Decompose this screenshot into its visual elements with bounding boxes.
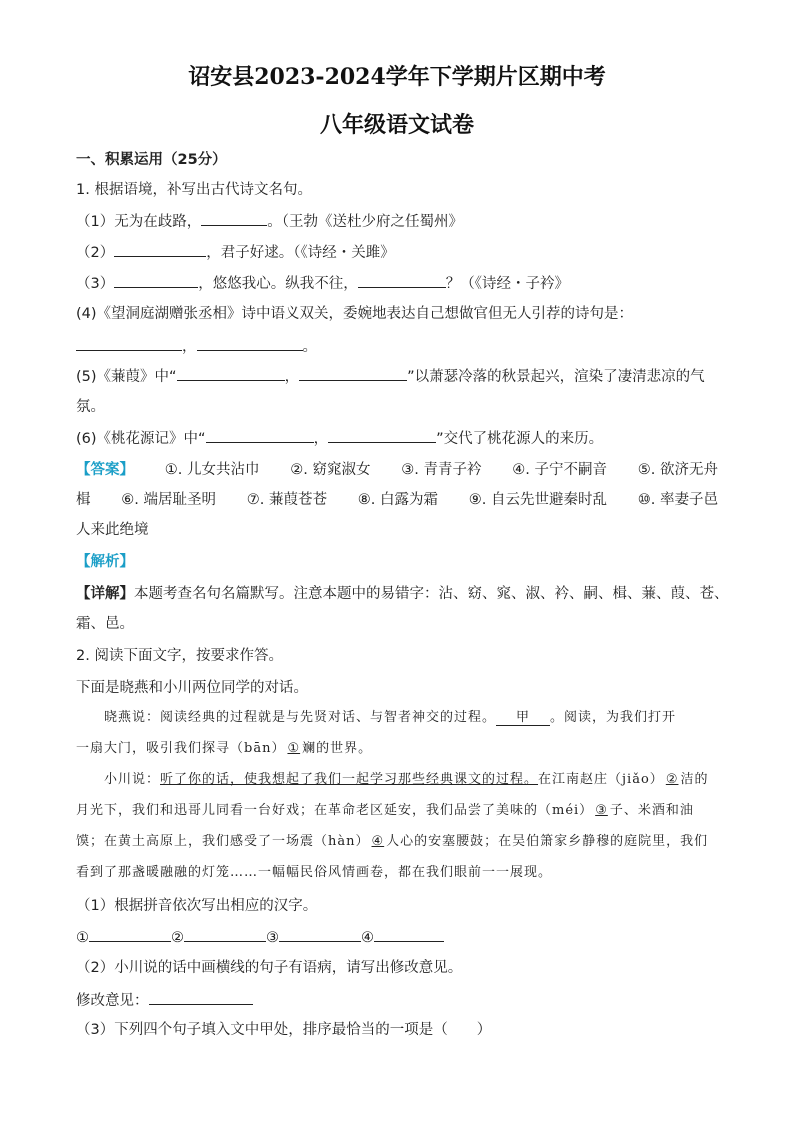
q2-sub2: （2）小川说的话中画横线的句子有语病，请写出修改意见。 xyxy=(76,960,463,976)
q1-item-1-text-b: 。（王勃《送杜少府之任蜀州》 xyxy=(267,214,463,230)
q1-item-4-blanks xyxy=(76,336,726,357)
answer-item: ⑦. 蒹葭苍苍 xyxy=(246,492,327,508)
q1-item-1-text-a: （1）无为在歧路， xyxy=(76,214,202,230)
passage-text: 。阅读，为我们打开 xyxy=(550,710,677,725)
separator: ， xyxy=(284,369,300,385)
q1-item-2-text-a: （2） xyxy=(76,245,115,261)
answer-item: ⑩. 率妻子邑 xyxy=(637,492,718,508)
answer-item: ②. 窈窕淑女 xyxy=(290,462,371,478)
q1-item-5-text-b: ”以萧瑟冷落的秋景起兴，渲染了凄清悲凉的气 xyxy=(407,369,705,385)
q1-item-2 xyxy=(76,242,726,263)
q2-intro: 下面是晓燕和小川两位同学的对话。 xyxy=(76,680,308,696)
answer-blank xyxy=(114,273,198,288)
detail-text: 本题考查名句名篇默写。注意本题中的易错字：沾、窈、窕、淑、衿、嗣、楫、蒹、葭、苍、 xyxy=(134,586,729,602)
answer-item: ③. 青青子衿 xyxy=(401,462,482,478)
q1-item-6 xyxy=(76,428,726,449)
passage-text: 晓燕说：阅读经典的过程就是与先贤对话、与智者神交的过程。 xyxy=(104,710,497,725)
q1-item-2-text-b: ，君子好逑。（《诗经・关雎》 xyxy=(206,245,395,261)
passage-line-3 xyxy=(104,770,724,790)
q1-item-3-text-a: （3） xyxy=(76,276,115,292)
passage-line-1 xyxy=(104,708,724,728)
answer-row-3: 人来此绝境 xyxy=(76,522,149,538)
passage-line-2 xyxy=(76,739,726,759)
q1-stem: 1. 根据语境，补写出古代诗文名句。 xyxy=(76,182,312,198)
blank-number: ④ xyxy=(361,930,374,946)
blank-jia: 甲 xyxy=(496,710,550,726)
passage-text: 人心的安塞腰鼓；在吴伯箫家乡静穆的庭院里，我们 xyxy=(386,834,709,849)
q1-item-5 xyxy=(76,366,726,387)
q2-stem: 2. 阅读下面文字，按要求作答。 xyxy=(76,648,283,664)
answer-item: ①. 儿女共沾巾 xyxy=(164,462,260,478)
q1-item-5-text-a: (5)《蒹葭》中“ xyxy=(76,369,177,385)
answer-blank xyxy=(184,927,266,942)
answer-blank xyxy=(358,273,446,288)
q1-item-6-text-a: (6)《桃花源记》中“ xyxy=(76,431,206,447)
q1-item-5-cont: 氛。 xyxy=(76,399,105,415)
passage-line-4 xyxy=(76,801,726,821)
answer-blank xyxy=(89,927,171,942)
q1-item-4: (4)《望洞庭湖赠张丞相》诗中语义双关，委婉地表达自己想做官但无人引荐的诗句是： xyxy=(76,306,634,322)
q1-item-6-text-b: ”交代了桃花源人的来历。 xyxy=(436,431,604,447)
answer-blank xyxy=(114,242,206,257)
answer-blank xyxy=(76,336,182,351)
answer-label: 【答案】 xyxy=(76,462,134,478)
blank-3: ③ xyxy=(595,803,608,818)
passage-text: 在江南赵庄（jiǎo） xyxy=(538,772,664,787)
end-mark: 。 xyxy=(302,339,317,355)
passage-text: 小川说： xyxy=(104,772,161,787)
passage-text: 月光下，我们和迅哥儿同看一台好戏；在革命老区延安，我们品尝了美味的（méi） xyxy=(76,803,594,818)
answer-item: ④. 子宁不嗣音 xyxy=(512,462,607,478)
separator: ， xyxy=(313,431,329,447)
blank-number: ① xyxy=(76,930,89,946)
passage-text: 一扇大门，吸引我们探寻（bān） xyxy=(76,741,286,756)
q1-item-3-text-b: ，悠悠我心。纵我不往， xyxy=(198,276,358,292)
blank-1: ① xyxy=(287,741,301,756)
answer-blank xyxy=(328,428,436,443)
answer-blank xyxy=(299,366,407,381)
q2-sub1-blanks xyxy=(76,927,726,948)
blank-number: ② xyxy=(171,930,184,946)
answer-item: ⑧. 白露为霜 xyxy=(357,492,438,508)
blank-2: ② xyxy=(665,772,679,787)
passage-text: 馍；在黄土高原上，我们感受了一场震（hàn） xyxy=(76,834,370,849)
q2-sub3: （3）下列四个句子填入文中甲处，排序最恰当的一项是（ ） xyxy=(76,1022,492,1038)
passage-line-5 xyxy=(76,832,726,852)
answer-blank xyxy=(149,990,253,1005)
blank-number: ③ xyxy=(266,930,279,946)
q1-item-3 xyxy=(76,273,726,294)
separator: ， xyxy=(182,339,197,355)
answer-blank xyxy=(177,366,285,381)
detail-line-2: 霜、邑。 xyxy=(76,616,134,632)
answer-row-1 xyxy=(76,460,726,480)
passage-text: 子、米酒和油 xyxy=(609,803,694,818)
blank-4: ④ xyxy=(371,834,385,849)
answer-blank xyxy=(197,336,303,351)
answer-blank xyxy=(201,211,267,226)
revision-label: 修改意见： xyxy=(76,993,149,1009)
analysis-label: 【解析】 xyxy=(76,554,134,570)
passage-text: 洁的 xyxy=(680,772,709,787)
passage-line-6: 看到了那盏暖融融的灯笼……一幅幅民俗风情画卷，都在我们眼前一一展现。 xyxy=(76,865,553,880)
exam-title: 诏安县2023-2024学年下学期片区期中考 xyxy=(188,64,606,90)
detail-label: 【详解】 xyxy=(76,586,134,602)
q1-item-3-text-c: ？（《诗经・子衿》 xyxy=(445,276,569,292)
answer-blank xyxy=(279,927,361,942)
answer-blank xyxy=(374,927,444,942)
answer-row-2 xyxy=(76,490,726,510)
answer-item: ⑥. 端居耻圣明 xyxy=(121,492,216,508)
detail-line xyxy=(76,584,729,604)
exam-subtitle: 八年级语文试卷 xyxy=(319,112,474,138)
q1-item-1 xyxy=(76,211,726,232)
section-heading: 一、积累运用（25分） xyxy=(76,152,227,168)
answer-item: ⑨. 自云先世避秦时乱 xyxy=(468,492,607,508)
answer-blank xyxy=(206,428,314,443)
underlined-sentence: 听了你的话，使我想起了我们一起学习那些经典课文的过程。 xyxy=(160,772,539,787)
answer-item: ⑤. 欲济无舟 xyxy=(637,462,718,478)
q2-sub2-answer xyxy=(76,990,726,1011)
q2-sub1: （1）根据拼音依次写出相应的汉字。 xyxy=(76,898,318,914)
passage-text: 斓的世界。 xyxy=(302,741,373,756)
answer-item: 楫 xyxy=(76,492,91,508)
